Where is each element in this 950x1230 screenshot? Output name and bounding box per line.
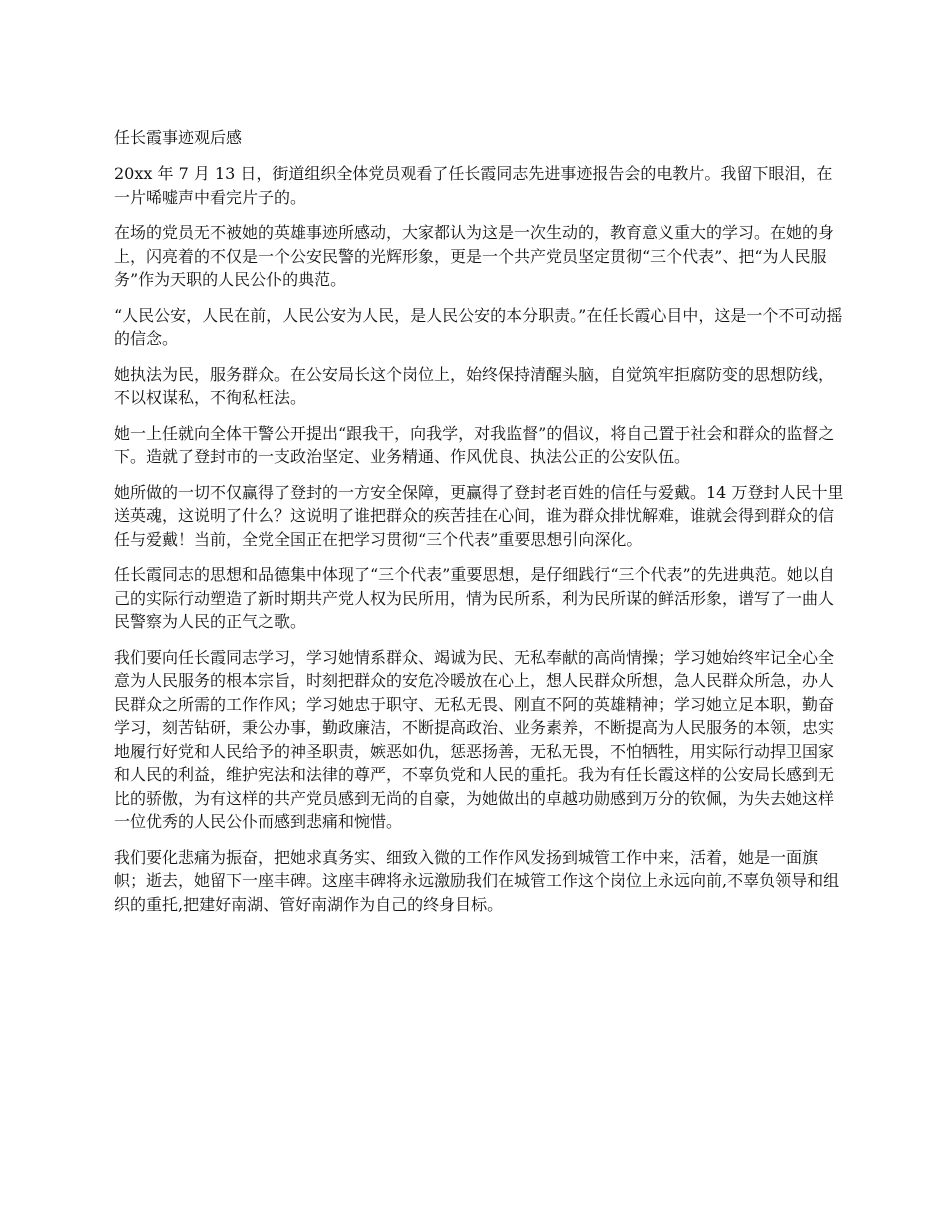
- paragraph-3: “人民公安，人民在前，人民公安为人民，是人民公安的本分职责。”在任长霞心目中，这是一个不可动摇的信念。: [114, 305, 843, 348]
- paragraph-6: 她所做的一切不仅赢得了登封的一方安全保障，更赢得了登封老百姓的信任与爱戴。14 万登封人民十里送英魂，这说明了什么？这说明了谁把群众的疾苦挂在心间，谁为群众排忧解难，谁就会得到群众的信任与爱戴！当前，全党全国正在把学习贯彻“三个代表”重要思想引向深化。: [114, 482, 844, 549]
- paragraph-4: 她执法为民，服务群众。在公安局长这个岗位上，始终保持清醒头脑，自觉筑牢拒腐防变的思想防线，不以权谋私，不徇私枉法。: [114, 364, 835, 407]
- paragraph-2: 在场的党员无不被她的英雄事迹所感动，大家都认为这是一次生动的，教育意义重大的学习。在她的身上，闪亮着的不仅是一个公安民警的光辉形象，更是一个共产党员坚定贯彻“三个代表”、把“为人民服务”作为天职的人民公仆的典范。: [114, 223, 835, 289]
- paragraph-9: 我们要化悲痛为振奋，把她求真务实、细致入微的工作作风发扬到城管工作中来，活着，她是一面旗帜；逝去，她留下一座丰碑。这座丰碑将永远激励我们在城管工作这个岗位上永远向前,不辜负领导和组织的重托,把建好南湖、管好南湖作为自己的终身目标。: [114, 847, 840, 914]
- paragraph-7: 任长霞同志的思想和品德集中体现了“三个代表”重要思想，是仔细践行“三个代表”的先进典范。她以自己的实际行动塑造了新时期共产党人权为民所用，情为民所系，利为民所谋的鲜活形象，谱写了一曲人民警察为人民的正气之歌。: [114, 565, 835, 631]
- document-body: [114, 126, 844, 928]
- document-title: 任长霞事迹观后感: [114, 128, 243, 147]
- paragraph-1: 20xx 年 7 月 13 日，街道组织全体党员观看了任长霞同志先进事迹报告会的电教片。我留下眼泪，在一片唏嘘声中看完片子的。: [114, 164, 833, 207]
- paragraph-5: 她一上任就向全体干警公开提出“跟我干，向我学，对我监督”的倡议，将自己置于社会和群众的监督之下。造就了登封市的一支政治坚定、业务精通、作风优良、执法公正的公安队伍。: [114, 423, 835, 466]
- paragraph-8: 我们要向任长霞同志学习，学习她情系群众、竭诚为民、无私奉献的高尚情操；学习她始终牢记全心全意为人民服务的根本宗旨，时刻把群众的安危冷暖放在心上，想人民群众所想，急人民群众所急，办人民群众之所需的工作作风；学习她忠于职守、无私无畏、刚直不阿的英雄精神；学习她立足本职，勤奋学习，刻苦钻研，秉公办事，勤政廉洁，不断提高政治、业务素养，不断提高为人民服务的本领，忠实地履行好党和人民给予的神圣职责，嫉恶如仇，惩恶扬善，无私无畏，不怕牺牲，用实际行动捍卫国家和人民的利益，维护宪法和法律的尊严，不辜负党和人民的重托。我为有任长霞这样的公安局长感到无比的骄傲，为有这样的共产党员感到无尚的自豪，为她做出的卓越功勋感到万分的钦佩，为失去她这样一位优秀的人民公仆而感到悲痛和惋惜。: [114, 647, 835, 831]
